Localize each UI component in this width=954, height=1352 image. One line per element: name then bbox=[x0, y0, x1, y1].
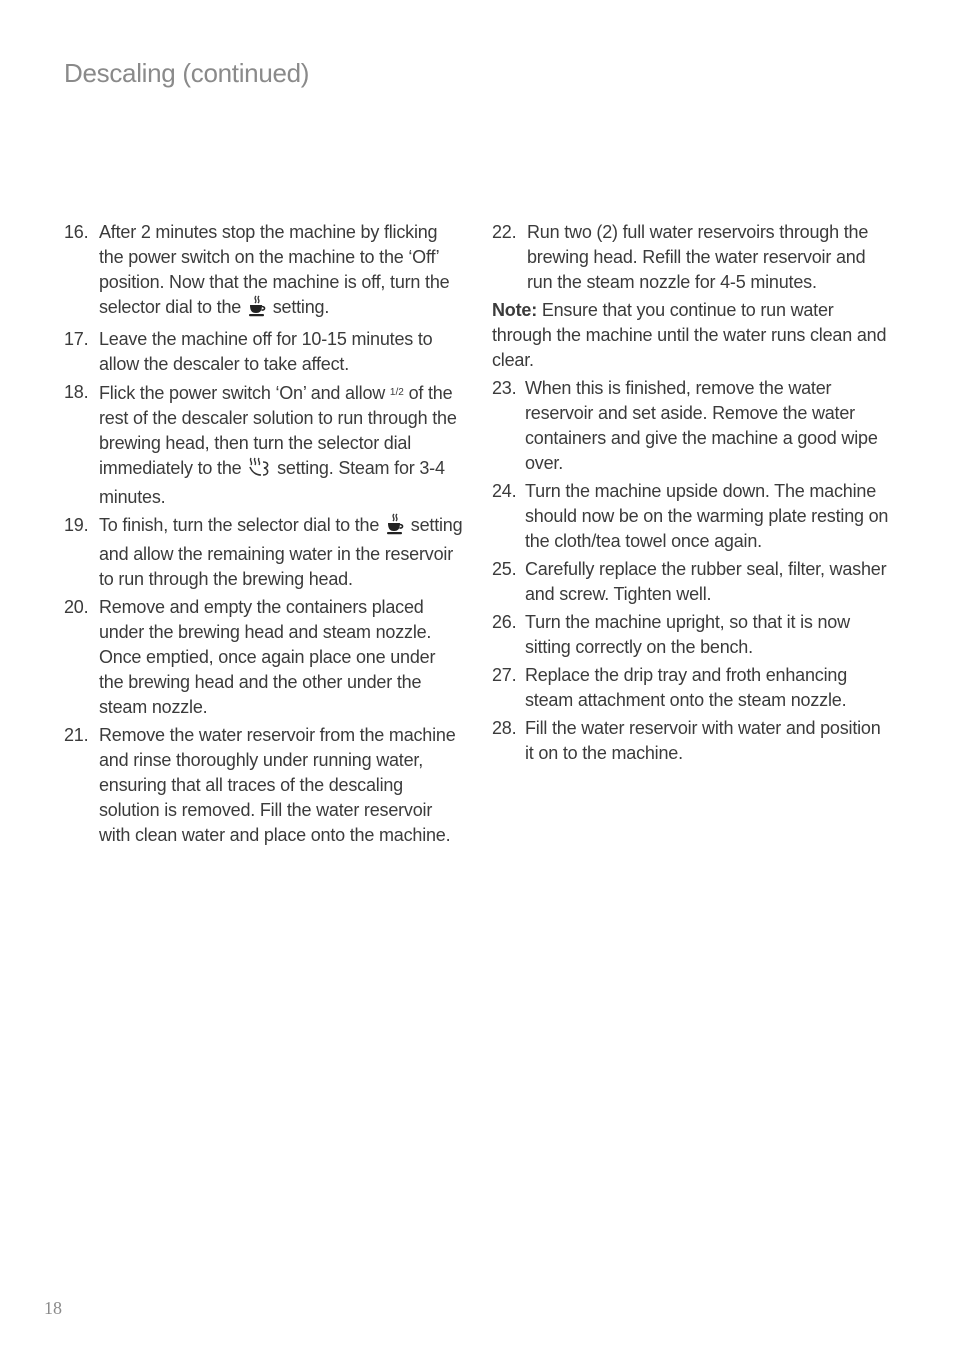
step-text: Turn the machine upright, so that it is now sitting correctly on the bench. bbox=[525, 612, 850, 657]
step-number: 22. bbox=[492, 222, 517, 242]
list-item-18 bbox=[64, 380, 464, 510]
right-column bbox=[492, 220, 892, 769]
step-text bbox=[99, 513, 464, 592]
step-text: When this is finished, remove the water reservoir and set aside. Remove the water containers and give the machine a good wipe over. bbox=[525, 378, 878, 473]
cup-icon bbox=[247, 295, 267, 324]
cup-icon bbox=[385, 513, 405, 542]
fraction-numerator: 1 bbox=[389, 387, 396, 398]
list-item-27 bbox=[492, 663, 892, 713]
note-label: Note: bbox=[492, 300, 537, 320]
step-number: 27. bbox=[492, 665, 517, 685]
step-text-part: Flick the power switch ‘On’ and allow bbox=[99, 383, 386, 403]
step-text: Fill the water reservoir with water and position it on to the machine. bbox=[525, 718, 881, 763]
page-number: 18 bbox=[44, 1298, 62, 1318]
step-text-part: To finish, turn the selector dial to the bbox=[99, 515, 380, 535]
step-text: Remove and empty the containers placed under the brewing head and steam nozzle. Once emptied, once again place one under the brewing head and the other under the steam nozzle. bbox=[99, 597, 436, 717]
step-text-part: After 2 minutes stop the machine by flicking the power switch on the machine to the ‘Off’ position. Now that the machine is off, turn the selector dial to the bbox=[99, 222, 450, 317]
step-number: 16. bbox=[64, 222, 89, 242]
step-text: Turn the machine upside down. The machine should now be on the warming plate resting on the cloth/tea towel once again. bbox=[525, 481, 889, 551]
list-item-28 bbox=[492, 716, 892, 766]
fraction-half bbox=[390, 387, 404, 398]
step-number: 26. bbox=[492, 612, 517, 632]
list-item-26 bbox=[492, 610, 892, 660]
step-text: Leave the machine off for 10-15 minutes to allow the descaler to take affect. bbox=[99, 329, 433, 374]
step-number: 24. bbox=[492, 481, 517, 501]
list-item-16 bbox=[64, 220, 464, 324]
step-number: 25. bbox=[492, 559, 517, 579]
step-number: 21. bbox=[64, 725, 89, 745]
step-text bbox=[99, 380, 464, 510]
step-text: Carefully replace the rubber seal, filter, washer and screw. Tighten well. bbox=[525, 559, 887, 604]
note-text: Ensure that you continue to run water through the machine until the water runs clean and clear. bbox=[492, 300, 887, 370]
step-text: Run two (2) full water reservoirs through the brewing head. Refill the water reservoir and run the steam nozzle for 4-5 minutes. bbox=[527, 222, 869, 292]
step-number: 20. bbox=[64, 597, 89, 617]
list-item-23 bbox=[492, 376, 892, 476]
step-text: Remove the water reservoir from the machine and rinse thoroughly under running water, ensuring that all traces of the descaling solution is removed. Fill the water reservoir with clean water and place onto the machine. bbox=[99, 725, 456, 845]
list-item-20 bbox=[64, 595, 464, 720]
step-number: 23. bbox=[492, 378, 517, 398]
step-text-part: setting. Steam for 3-4 minutes. bbox=[99, 458, 445, 507]
fraction-slash: / bbox=[395, 387, 399, 398]
step-text-part: setting. bbox=[272, 297, 330, 317]
note-paragraph bbox=[492, 298, 892, 373]
page-title: Descaling (continued) bbox=[64, 58, 310, 88]
step-text: Replace the drip tray and froth enhancing steam attachment onto the steam nozzle. bbox=[525, 665, 848, 710]
fraction-denominator: 2 bbox=[398, 387, 404, 398]
step-text-part: setting and allow the remaining water in the reservoir to run through the brewing head. bbox=[99, 515, 463, 589]
list-item-17 bbox=[64, 327, 464, 377]
steam-icon bbox=[247, 456, 271, 485]
left-column bbox=[64, 220, 464, 851]
list-item-21 bbox=[64, 723, 464, 848]
step-text bbox=[99, 220, 464, 324]
list-item-22 bbox=[492, 220, 892, 295]
list-item-19 bbox=[64, 513, 464, 592]
list-item-24 bbox=[492, 479, 892, 554]
step-number: 17. bbox=[64, 329, 89, 349]
step-number: 18. bbox=[64, 382, 89, 402]
step-number: 28. bbox=[492, 718, 517, 738]
step-text-part: of the rest of the descaler solution to run through the brewing head, then turn the selector dial immediately to the bbox=[99, 383, 457, 478]
step-number: 19. bbox=[64, 515, 89, 535]
list-item-25 bbox=[492, 557, 892, 607]
